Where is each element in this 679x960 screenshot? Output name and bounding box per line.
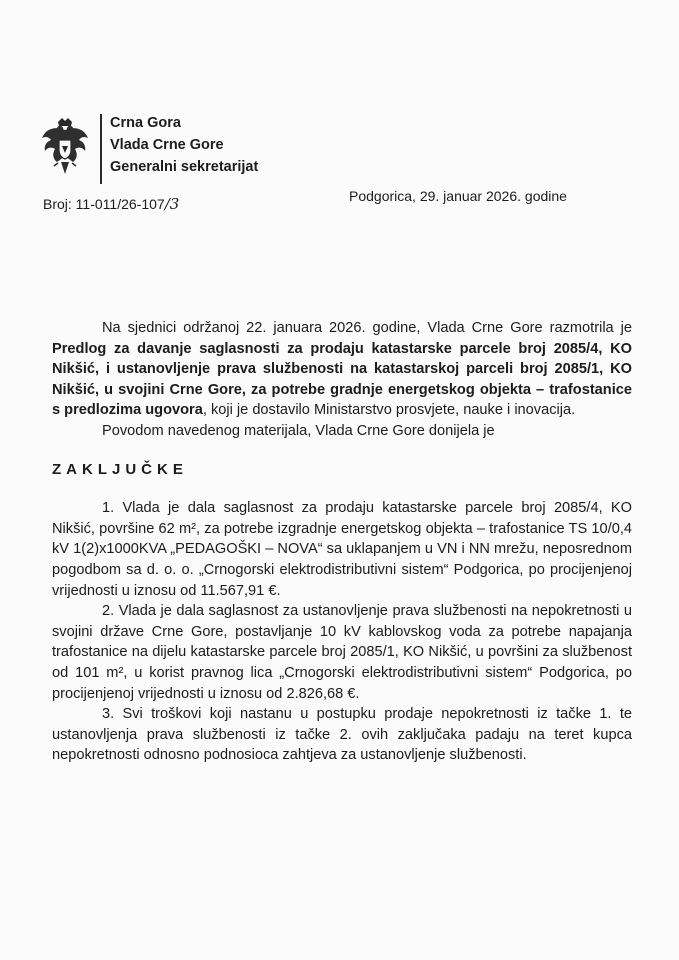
intro-bold-subject: Predlog za davanje saglasnosti za prodaju katastarske parcele broj 2085/4, KO Nikšić, i ustanovljenje prava službenosti na katastarskoj parceli broj 2085/1, KO Nikšić, u svojini Crne Gore, za potrebe gradnje energetskog objekta – trafostanice s predlozima ugovora [52, 340, 632, 419]
document-body [52, 318, 632, 766]
reference-number-suffix: /3 [164, 195, 180, 213]
povodom-paragraph: Povodom navedenog materijala, Vlada Crne Gore donijela je [102, 422, 495, 439]
reference-number-label: Broj: 11-011/26-107 [43, 196, 165, 212]
header-government: Vlada Crne Gore [110, 137, 224, 153]
document-date: Podgorica, 29. januar 2026. godine [349, 188, 567, 204]
conclusions-title: ZAKLJUČKE [52, 460, 188, 478]
header-country: Crna Gora [110, 115, 181, 131]
coat-of-arms-icon [38, 116, 92, 180]
conclusion-item-1: 1. Vlada je dala saglasnost za prodaju katastarske parcele broj 2085/4, KO Nikšić, površine 62 m², za potrebe izgradnje energetskog objekta – trafostanice TS 10/0,4 kV 1(2)x1000KVA „PEDAGOŠKI – NOVA“ sa uklapanjem u VN i NN mrežu, neposrednom pogodbom sa d. o. o. „Crnogorski elektrodistributivni sistem“ Podgorica, po procijenjenoj vrijednosti u iznosu od 11.567,91 €. [52, 500, 632, 599]
header-secretariat: Generalni sekretarijat [110, 159, 259, 175]
intro-text-1: Na sjednici održanoj 22. januara 2026. godine, Vlada Crne Gore razmotrila je [102, 320, 632, 336]
conclusion-item-2: 2. Vlada je dala saglasnost za ustanovljenje prava službenosti na nepokretnosti u svojini države Crne Gore, postavljanje 10 kV kablovskog voda za potrebe napajanja trafostanice na dijelu katastarske parcele broj 2085/1, KO Nikšić, u površini za službenost od 101 m², u korist pravnog lica „Crnogorski elektrodistributivni sistem“ Podgorica, po procijenjenoj vrijednosti u iznosu od 2.826,68 €. [52, 603, 632, 702]
intro-text-2: , koji je dostavilo Ministarstvo prosvjete, nauke i inovacija. [202, 402, 576, 419]
conclusion-item-3: 3. Svi troškovi koji nastanu u postupku prodaje nepokretnosti iz tačke 1. te ustanovljenja prava službenosti iz tačke 2. ovih zaključaka padaju na teret kupca nepokretnosti odnosno podnosioca zahtjeva za ustanovljenje službenosti. [52, 706, 632, 764]
letterhead-text [110, 112, 258, 184]
letterhead-divider [100, 114, 102, 184]
reference-number [43, 195, 179, 213]
intro-paragraph [52, 318, 632, 421]
letterhead [38, 112, 258, 184]
